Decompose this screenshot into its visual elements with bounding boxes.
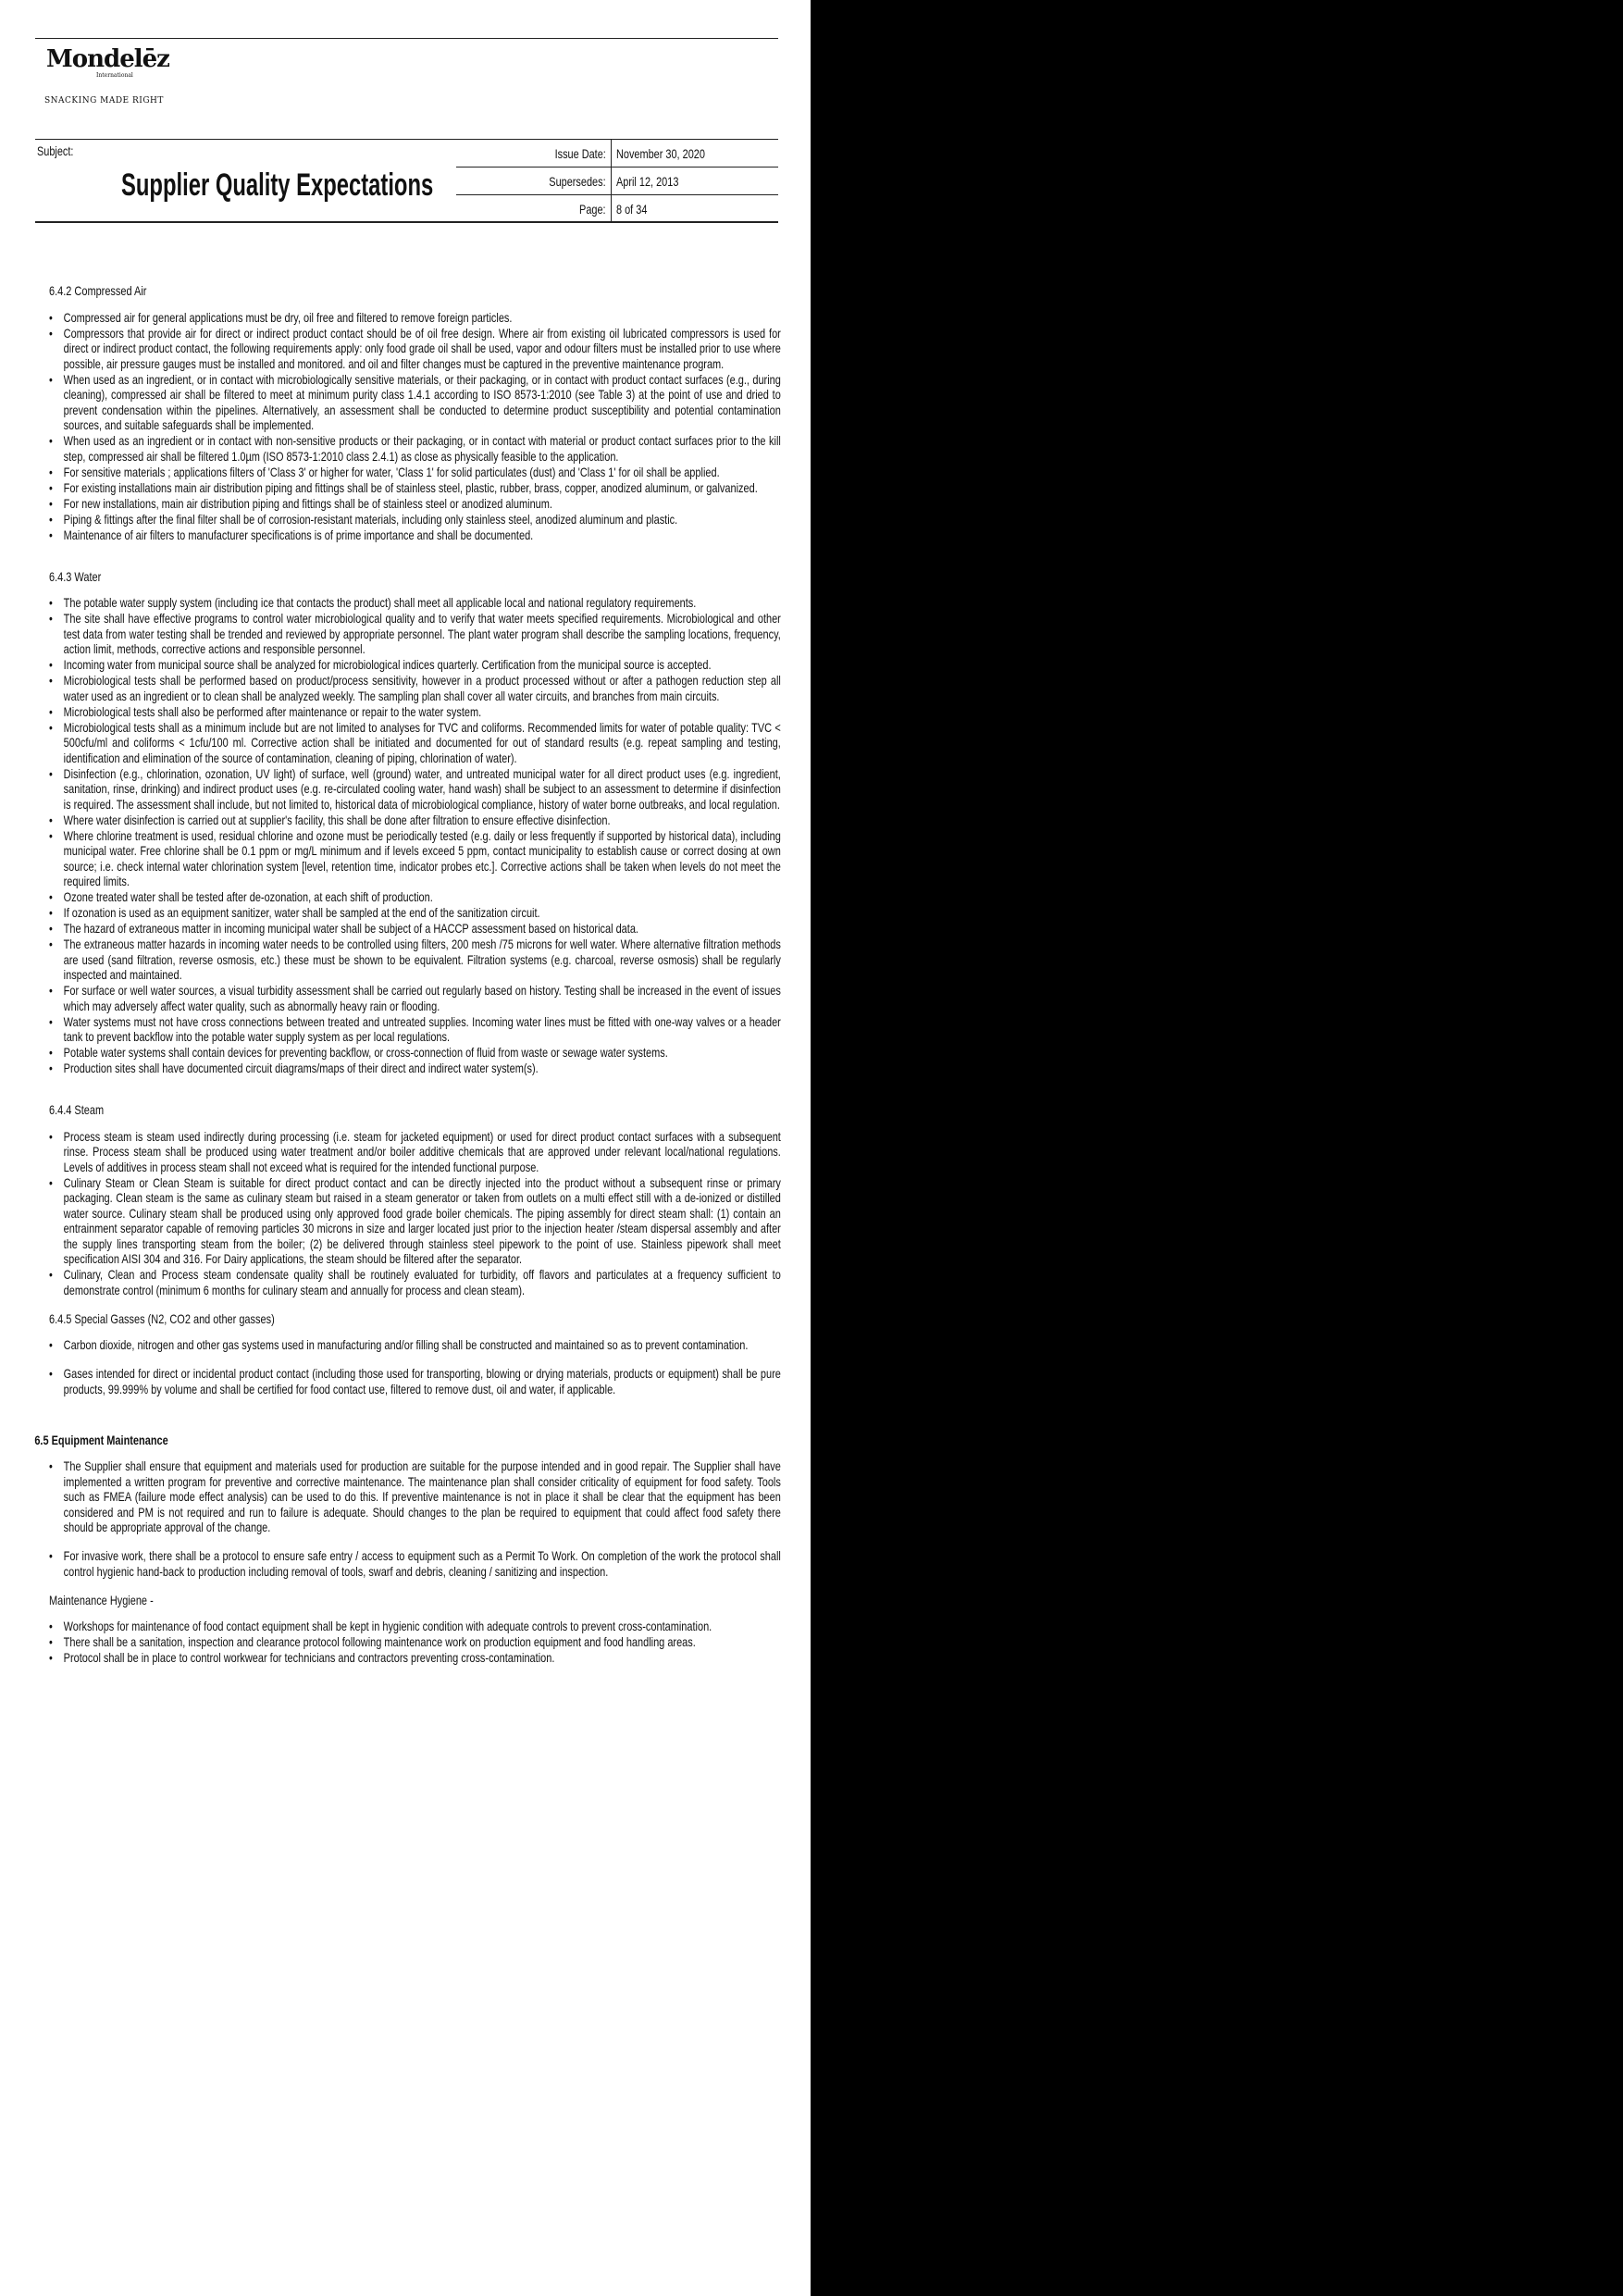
meta-key: Supersedes: [549,173,606,189]
subject-label: Subject: [37,143,74,158]
list-item: • Maintenance of air filters to manufacturer specifications is of prime importance and shall be documented. [64,527,781,543]
list-item: • Workshops for maintenance of food contact equipment shall be kept in hygienic condition with adequate controls to prevent cross-contamination. [64,1619,781,1634]
list-item: • The potable water supply system (including ice that contacts the product) shall meet all applicable local and national regulatory requirements. [64,595,781,611]
list-item: • Water systems must not have cross connections between treated and untreated supplies. Incoming water lines must be fitted with one-way valves or a header tank to prevent backflow into the potable water supply system as per local regulations. [64,1014,781,1045]
list-item: • Culinary, Clean and Process steam condensate quality shall be routinely evaluated for turbidity, off flavors and particulates at a frequency sufficient to demonstrate control (minimum 6 months for culinary steam and annually for process and clean steam). [64,1267,781,1297]
list-item: • When used as an ingredient or in contact with non-sensitive products or their packaging, or in contact with material or product contact surfaces prior to the kill step, compressed air shall be filtered 1.0µm (ISO 8573-1:2010 class 2.4.1) as close as physically feasible to the application. [64,433,781,464]
list-item: • For invasive work, there shall be a protocol to ensure safe entry / access to equipment such as a Permit To Work. On completion of the work the protocol shall control hygienic hand-back to production including removal of tools, swarf and debris, cleaning / sanitizing and inspection. [64,1548,781,1579]
list-item: • The extraneous matter hazards in incoming water needs to be controlled using filters, 200 mesh /75 microns for well water. Where alternative filtration methods are used (sand filtration, reverse osmosis, etc.) these must be shown to be equivalent. Filtration systems (e.g. charcoal, reverse osmosis) shall be regularly inspected and maintained. [64,937,781,983]
meta-value: April 12, 2013 [616,173,679,189]
equipment-list-2 [49,1548,781,1579]
document-header [35,139,778,223]
equipment-list [49,1458,781,1535]
list-item: • The site shall have effective programs to control water microbiological quality and to verify that water meets specified requirements. Microbiological and other test data from water testing shall be trended and reviewed by appropriate personnel. The plant water program shall describe the sampling locations, frequency, action limit, methods, corrective actions and responsible personnel. [64,611,781,657]
list-item: • The hazard of extraneous matter in incoming municipal water shall be subject of a HACCP assessment based on historical data. [64,921,781,937]
list-item: • Compressed air for general applications must be dry, oil free and filtered to remove foreign particles. [64,310,781,326]
list-item: • Culinary Steam or Clean Steam is suitable for direct product contact and can be directly injected into the product without a subsequent rinse or primary packaging. Clean steam is the same as culinary steam but raised in a steam generator or taken from outlets on a multi effect still with a de-ionized or distilled water source. Culinary steam shall be produced using only approved food grade boiler chemicals. The piping assembly for direct steam shall: (1) contain an entrainment separator capable of removing particles 30 microns in size and larger located just prior to the injection heater /steam dispersal assembly and after the supply lines transporting steam from the boiler; (2) be delivered through stainless steel pipework to the point of use. Stainless pipework shall meet specification AISI 304 and 316. For Dairy applications, the steam should be filtered after the separator. [64,1175,781,1267]
document-meta-table [456,140,778,222]
gasses-list [49,1337,781,1353]
list-item: • Where water disinfection is carried out at supplier's facility, this shall be done after filtration to ensure effective disinfection. [64,813,781,828]
logo-tagline: SNACKING MADE RIGHT [44,96,164,105]
maintenance-hygiene-label: Maintenance Hygiene - [49,1592,154,1607]
maintenance-hygiene-list [49,1619,781,1666]
list-item: • For sensitive materials ; applications filters of 'Class 3' or higher for water, 'Class 1' for solid particulates (dust) and 'Class 1' for oil shall be applied. [64,465,781,480]
list-item: • Microbiological tests shall be performed based on product/process sensitivity, however in a product processed without or after a pathogen reduction step all water used as an ingredient or to clean shall be analyzed weekly. The sampling plan shall cover all water circuits, and branches from main circuits. [64,673,781,703]
logo-wordmark: Mondelēz [46,45,169,73]
compressed-air-list [49,310,781,543]
list-item: • Process steam is steam used indirectly during processing (i.e. steam for jacketed equipment) or used for direct product contact surfaces with a subsequent rinse. Process steam shall be produced using water treatment and/or boiler additive chemicals that are approved under relevant local/national regulations. Levels of additives in process steam shall not exceed what is required for the intended functional purpose. [64,1129,781,1175]
document-body [34,283,781,1666]
list-item: • Microbiological tests shall also be performed after maintenance or repair to the water system. [64,704,781,720]
logo-subtext: International [96,72,133,79]
document-title: Supplier Quality Expectations [121,168,434,203]
list-item: • Where chlorine treatment is used, residual chlorine and ozone must be periodically tested (e.g. daily or less frequently if supported by historical data), including municipal water. Free chlorine shall be 0.1 ppm or mg/L minimum and if levels exceed 5 ppm, contact municipality to establish cause or correct dosing at own source; i.e. check internal water chlorination system [level, retention time, indicator probes etc.]. Corrective actions shall be taken when levels do not meet the required limits. [64,828,781,889]
section-title-equipment-maintenance: 6.5 Equipment Maintenance [34,1432,168,1447]
meta-key: Page: [579,201,606,217]
list-item: • Protocol shall be in place to control workwear for technicians and contractors preventing cross-contamination. [64,1650,781,1666]
list-item: • For existing installations main air distribution piping and fittings shall be of stainless steel, plastic, rubber, brass, copper, anodized aluminum, or galvanized. [64,480,781,496]
section-title-compressed-air: 6.4.2 Compressed Air [49,283,147,298]
list-item: • Disinfection (e.g., chlorination, ozonation, UV light) of surface, well (ground) water, and untreated municipal water for all direct product uses (e.g. ingredient, sanitation, rinse, drinking) and indirect product uses (e.g. re-circulated cooling water, hand wash) shall be subject to an assessment to determine if disinfection is required. The assessment shall include, but not limited to, historical data of microbiological compliance, history of water borne outbreaks, and local regulation. [64,766,781,813]
list-item: • There shall be a sanitation, inspection and clearance protocol following maintenance work on production equipment and food handling areas. [64,1634,781,1650]
list-item: • Incoming water from municipal source shall be analyzed for microbiological indices quarterly. Certification from the municipal source is accepted. [64,657,781,673]
section-title-steam: 6.4.4 Steam [49,1102,105,1117]
list-item: • Ozone treated water shall be tested after de-ozonation, at each shift of production. [64,889,781,905]
meta-row-page [456,195,778,223]
section-title-water: 6.4.3 Water [49,568,102,584]
meta-value: 8 of 34 [616,201,648,217]
meta-row-supersedes [456,168,778,195]
meta-key: Issue Date: [554,145,606,161]
list-item: • If ozonation is used as an equipment sanitizer, water shall be sampled at the end of the sanitization circuit. [64,905,781,921]
list-item: • Carbon dioxide, nitrogen and other gas systems used in manufacturing and/or filling shall be constructed and maintained so as to prevent contamination. [64,1337,781,1353]
list-item: • Piping & fittings after the final filter shall be of corrosion-resistant materials, including only stainless steel, anodized aluminum and plastic. [64,512,781,527]
list-item: • For new installations, main air distribution piping and fittings shall be of stainless steel or anodized aluminum. [64,496,781,512]
water-list [49,595,781,1076]
document-page [0,0,811,2296]
section-title-special-gasses: 6.4.5 Special Gasses (N2, CO2 and other gasses) [49,1310,275,1326]
list-item: • Compressors that provide air for direct or indirect product contact should be of oil free design. Where air from existing oil lubricated compressors is used for direct or indirect product contact, the following requirements apply: only food grade oil shall be used, vapor and odour filters must be installed prior to use where possible, air pressure gauges must be installed and monitored. and oil and filter changes must be captured in the preventive maintenance program. [64,326,781,372]
list-item: • Potable water systems shall contain devices for preventing backflow, or cross-connection of fluid from waste or sewage water systems. [64,1045,781,1061]
steam-list [49,1129,781,1298]
list-item: • Gases intended for direct or incidental product contact (including those used for transporting, blowing or drying materials, products or equipment) shall be pure products, 99.999% by volume and shall be certified for food contact use, filtered to remove dust, oil and water, if applicable. [64,1366,781,1396]
company-logo [46,46,169,79]
list-item: • Microbiological tests shall as a minimum include but are not limited to analyses for TVC and coliforms. Recommended limits for water of potable quality: TVC < 500cfu/ml and coliforms < 1cfu/100 ml. Corrective action shall be initiated and documented for out of standard results (e.g. repeat sampling and testing, identification and elimination of the source of contamination, cleaning of piping, chlorination of water). [64,720,781,766]
top-rule [35,38,778,39]
list-item: • Production sites shall have documented circuit diagrams/maps of their direct and indirect water system(s). [64,1061,781,1076]
meta-row-issue-date [456,140,778,168]
list-item: • When used as an ingredient, or in contact with microbiologically sensitive materials, or their packaging, or in contact with product contact surfaces (e.g., during cleaning), compressed air shall be filtered to meet at minimum purity class 1.4.1 according to ISO 8573-1:2010 (see Table 3) at the point of use and dried to prevent condensation within the pipelines. Alternatively, an assessment shall be conducted to determine product susceptibility and potential contamination sources, and suitable safeguards shall be implemented. [64,372,781,433]
list-item: • For surface or well water sources, a visual turbidity assessment shall be carried out regularly based on history. Testing shall be increased in the event of issues which may adversely affect water quality, such as abnormally heavy rain or flooding. [64,983,781,1013]
list-item: • The Supplier shall ensure that equipment and materials used for production are suitable for the purpose intended and in good repair. The Supplier shall have implemented a written program for preventive and corrective maintenance. The maintenance plan shall consider criticality of equipment for food safety. Tools such as FMEA (failure mode effect analysis) can be used to do this. If preventive maintenance is not in place it shall be clear that the equipment has been considered and PM is not required and run to failure is adequate. Should changes to the plan be required to equipment that could affect food safety there should be appropriate approval of the change. [64,1458,781,1535]
gasses-list-2 [49,1366,781,1396]
meta-value: November 30, 2020 [616,145,705,161]
